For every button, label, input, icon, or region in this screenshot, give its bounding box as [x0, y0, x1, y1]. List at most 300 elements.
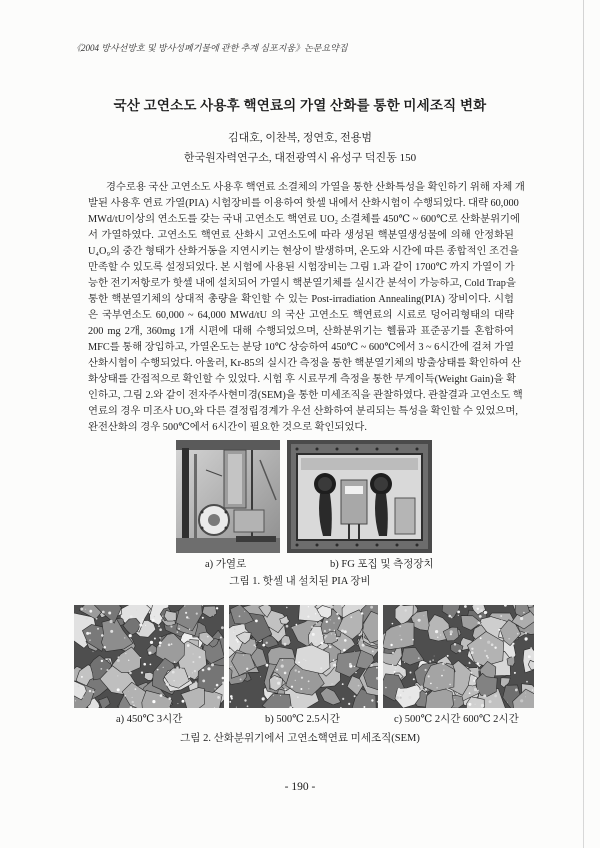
sem-speck: [143, 663, 146, 666]
sem-image-500c-2h-600c-2h: [383, 605, 534, 708]
sem-speck: [168, 697, 171, 700]
sem-speck: [425, 669, 427, 671]
sem-speck: [213, 615, 214, 616]
sem-speck: [230, 695, 233, 698]
sem-speck: [89, 690, 91, 692]
sem-speck: [184, 605, 185, 606]
sem-speck: [370, 606, 373, 609]
sem-speck: [276, 669, 278, 671]
sem-speck: [135, 688, 137, 690]
sem-speck: [394, 671, 396, 673]
sem-speck: [494, 647, 496, 649]
sem-speck: [180, 668, 181, 669]
sem-speck: [424, 615, 425, 616]
sem-speck: [477, 662, 479, 664]
sem-speck: [312, 633, 315, 636]
sem-speck: [528, 631, 529, 632]
sem-speck: [500, 615, 502, 617]
sem-speck: [298, 671, 300, 673]
sem-speck: [284, 689, 286, 691]
sem-speck: [469, 662, 470, 663]
sem-speck: [296, 624, 298, 626]
sem-speck: [413, 678, 415, 680]
sem-speck: [100, 668, 102, 670]
sem-speck: [280, 695, 281, 696]
sem-speck: [362, 640, 363, 641]
sem-speck: [139, 623, 142, 626]
sem-speck: [315, 640, 317, 642]
body-line: MFC를 통해 장입하고, 가열온도는 분당 10℃ 상승하여 450℃ ~ 600℃에서 3 ~ 6시간에 걸쳐 가열: [88, 342, 515, 353]
body-line: 산화시험이 수행되었다. 아울러, Kr-85의 실시간 측정을 통한 핵분열기체의 방출상태를 확인하여 산: [88, 358, 522, 369]
sem-speck: [366, 687, 367, 688]
sem-speck: [355, 672, 356, 673]
sem-speck: [523, 612, 525, 614]
sem-speck: [457, 693, 458, 694]
sem-speck: [334, 623, 335, 624]
sem-speck: [86, 632, 89, 635]
body-line: 은 국부연소도 60,000 ~ 64,000 MWd/tU 의 국산 고연소도 핵연료의 시료로 덩어리형태의 대략: [88, 310, 514, 321]
sem-speck: [525, 693, 526, 694]
sem-speck: [509, 638, 510, 639]
sem-speck: [159, 637, 161, 639]
sem-speck: [425, 688, 427, 690]
sem-speck: [80, 608, 83, 611]
sem-speck: [192, 661, 194, 663]
sem-speck: [430, 683, 432, 685]
sem-speck: [187, 644, 190, 647]
sem-speck: [511, 647, 512, 648]
sem-grain: [507, 657, 515, 666]
sem-speck: [408, 696, 411, 699]
sem-speck: [236, 707, 237, 708]
sem-speck: [236, 639, 238, 641]
sem-speck: [434, 656, 435, 657]
sem-speck: [89, 610, 92, 613]
sem-speck: [110, 620, 113, 623]
sem-speck: [449, 684, 451, 686]
sem-speck: [358, 685, 360, 687]
sem-speck: [517, 633, 518, 634]
sem-speck: [441, 675, 443, 677]
sem-speck: [447, 688, 448, 689]
sem-speck: [125, 653, 126, 654]
sem-speck: [417, 620, 418, 621]
sem-speck: [477, 667, 478, 668]
body-line: 능한 전기저항로가 핫셀 내에 설치되어 가열시 핵분열기체를 실시간 분석이 가능하고, Cold Trap을: [88, 278, 516, 289]
sem-speck: [177, 631, 178, 632]
sem-speck: [512, 643, 514, 645]
sem-speck: [297, 696, 299, 698]
sem-speck: [207, 636, 209, 638]
sem-speck: [342, 698, 344, 700]
sem-speck: [405, 609, 407, 611]
sem-speck: [231, 697, 233, 699]
sem-speck: [89, 632, 91, 634]
figure2-caption: 그림 2. 산화분위기에서 고연소핵연료 미세조직(SEM): [180, 733, 420, 744]
sem-speck: [447, 655, 449, 657]
paper-title: 국산 고연소도 사용후 핵연료의 가열 산화를 통한 미세조직 변화: [113, 98, 487, 113]
sem-speck: [418, 657, 420, 659]
sem-speck: [489, 700, 492, 703]
sem-speck: [450, 630, 453, 633]
sem-speck: [410, 672, 412, 674]
sem-speck: [150, 641, 153, 644]
body-line: 200 mg 2개, 360mg 1개 시편에 대해 수행되었으며, 산화분위기는 헬륨과 표준공기를 혼합하여: [88, 326, 514, 337]
sem-speck: [372, 650, 374, 652]
sem-speck: [172, 671, 175, 674]
sem-speck: [440, 634, 441, 635]
sem-speck: [520, 699, 523, 702]
sem-speck: [342, 683, 344, 685]
sem-speck: [319, 613, 320, 614]
sem-speck: [371, 699, 373, 701]
sem-speck: [132, 701, 134, 703]
sem-speck: [321, 642, 324, 645]
body-line: MWd/tU이상의 연소도를 갖는 국내 고연소도 핵연료 UO₂ 소결체를 450℃ ~ 600℃로 산화분위기에: [88, 214, 520, 225]
sem-speck: [336, 613, 338, 615]
sem-image-500c-2.5h: [229, 605, 378, 708]
sem-speck: [129, 671, 130, 672]
sem-speck: [244, 611, 245, 612]
sem-speck: [436, 687, 438, 689]
sem-speck: [331, 683, 333, 685]
sem-speck: [185, 612, 187, 614]
sem-speck: [149, 652, 152, 655]
sem-speck: [494, 694, 497, 697]
sem-speck: [428, 675, 430, 677]
sem-speck: [96, 618, 98, 620]
sem-speck: [480, 609, 483, 612]
sem-speck: [311, 626, 313, 628]
sem-speck: [392, 652, 394, 654]
sem-speck: [117, 659, 120, 662]
sem-speck: [425, 693, 427, 695]
sem-speck: [240, 678, 242, 680]
sem-speck: [354, 666, 355, 667]
sem-speck: [217, 696, 220, 699]
sem-speck: [110, 630, 113, 633]
figure1-caption: 그림 1. 핫셀 내 설치된 PIA 장비: [229, 576, 371, 587]
sem-speck: [78, 685, 80, 687]
sem-speck: [117, 675, 118, 676]
sem-speck: [262, 697, 265, 700]
sem-speck: [400, 635, 401, 636]
sem-speck: [487, 641, 490, 644]
sem-speck: [308, 606, 309, 607]
sem-speck: [454, 643, 456, 645]
sem-speck: [220, 637, 222, 639]
sem-speck: [159, 645, 161, 647]
sem-speck: [262, 644, 265, 647]
sem-speck: [244, 699, 246, 701]
figure1-panel-b-caption: b) FG 포집 및 측정장치: [330, 559, 434, 570]
sem-speck: [159, 628, 162, 631]
sem-speck: [487, 657, 489, 659]
sem-speck: [292, 627, 293, 628]
sem-speck: [404, 662, 405, 663]
sem-speck: [418, 619, 421, 622]
sem-speck: [530, 647, 532, 649]
sem-speck: [124, 695, 126, 697]
sem-speck: [101, 660, 103, 662]
sem-speck: [491, 643, 494, 646]
sem-speck: [202, 617, 204, 619]
sem-speck: [176, 666, 179, 669]
sem-speck: [520, 617, 523, 620]
running-title: 《2004 방사선방호 및 방사성폐기물에 관한 추계 심포지움》논문요약집: [72, 43, 348, 53]
sem-speck: [79, 637, 80, 638]
sem-speck: [214, 688, 215, 689]
figure2-panel-b-caption: b) 500℃ 2.5시간: [265, 714, 340, 725]
sem-speck: [295, 680, 296, 681]
sem-speck: [515, 689, 518, 692]
sem-speck: [484, 650, 486, 652]
sem-speck: [129, 672, 132, 675]
sem-speck: [498, 629, 500, 631]
sem-speck: [142, 619, 144, 621]
sem-speck: [344, 639, 347, 642]
sem-speck: [385, 687, 387, 689]
sem-speck: [470, 672, 472, 674]
sem-speck: [140, 657, 141, 658]
sem-speck: [526, 681, 528, 683]
sem-speck: [189, 629, 190, 630]
sem-speck: [154, 616, 155, 617]
sem-speck: [85, 609, 86, 610]
sem-speck: [454, 699, 455, 700]
body-line: 만족할 수 있도록 설정되었다. 본 시험에 사용된 시험장비는 그림 1.과 같이 1700℃ 까지 가열이 가: [88, 262, 515, 273]
sem-speck: [464, 605, 467, 608]
sem-speck: [470, 703, 471, 704]
sem-speck: [124, 637, 125, 638]
sem-speck: [330, 605, 333, 608]
sem-speck: [501, 620, 503, 622]
sem-speck: [395, 668, 397, 670]
sem-speck: [177, 703, 178, 704]
sem-speck: [174, 661, 176, 663]
sem-speck: [279, 633, 282, 636]
sem-speck: [255, 646, 256, 647]
sem-speck: [85, 691, 86, 692]
sem-speck: [384, 634, 385, 635]
sem-speck: [286, 607, 287, 608]
sem-speck: [129, 634, 132, 637]
sem-speck: [284, 643, 287, 646]
sem-speck: [478, 622, 481, 625]
sem-speck: [273, 695, 274, 696]
body-line: 연료의 경우 미조사 UO₂와 다른 결정립경계가 우선 산화하여 분리되는 특성을 확인할 수 있었으며,: [88, 406, 518, 417]
sem-speck: [152, 700, 155, 703]
sem-speck: [528, 655, 531, 658]
sem-speck: [207, 667, 210, 670]
sem-speck: [180, 684, 181, 685]
sem-speck: [471, 648, 473, 650]
sem-speck: [390, 644, 392, 646]
sem-speck: [457, 611, 460, 614]
sem-speck: [354, 651, 355, 652]
sem-speck: [151, 619, 154, 622]
sem-speck: [363, 706, 365, 708]
sem-speck: [392, 664, 393, 665]
sem-speck: [211, 663, 214, 666]
body-line: 발된 사용후 연료 가열(PIA) 시험장비를 이용하여 핫셀 내에서 산화시험이 수행되었다. 대략 60,000: [88, 198, 519, 209]
sem-speck: [324, 630, 326, 632]
sem-speck: [201, 639, 202, 640]
sem-speck: [102, 611, 105, 614]
sem-speck: [403, 691, 405, 693]
sem-speck: [420, 686, 423, 689]
sem-speck: [334, 630, 335, 631]
sem-speck: [442, 663, 444, 665]
sem-speck: [295, 669, 297, 671]
figure1-panel-a-caption: a) 가열로: [205, 559, 247, 570]
sem-speck: [359, 635, 360, 636]
sem-speck: [301, 677, 303, 679]
sem-speck: [245, 671, 246, 672]
sem-speck: [307, 616, 309, 618]
sem-speck: [101, 634, 104, 637]
sem-speck: [239, 643, 240, 644]
sem-speck: [525, 632, 527, 634]
sem-speck: [245, 633, 248, 636]
sem-speck: [118, 656, 120, 658]
body-line: U₄O₉의 중간 형태가 산화거동을 지연시키는 현상이 발생하며, 온도와 시간에 따른 종합적인 조건을: [88, 246, 519, 257]
sem-speck: [400, 697, 402, 699]
sem-speck: [202, 680, 205, 683]
sem-speck: [117, 688, 120, 691]
sem-speck: [216, 607, 218, 609]
sem-speck: [97, 628, 99, 630]
sem-speck: [162, 616, 163, 617]
sem-speck: [376, 667, 378, 669]
abstract-body: [88, 180, 525, 436]
sem-speck: [276, 678, 278, 680]
sem-speck: [159, 641, 162, 644]
sem-speck: [301, 618, 302, 619]
sem-speck: [399, 626, 401, 628]
sem-speck: [316, 622, 318, 624]
sem-speck: [432, 659, 433, 660]
furnace-photo: [176, 440, 280, 553]
sem-speck: [325, 634, 328, 637]
sem-speck: [329, 645, 332, 648]
sem-speck: [182, 700, 185, 703]
sem-speck: [412, 639, 414, 641]
sem-speck: [362, 644, 365, 647]
sem-speck: [75, 700, 76, 701]
sem-speck: [338, 617, 340, 619]
sem-speck: [239, 615, 241, 617]
sem-speck: [229, 701, 231, 703]
sem-speck: [435, 630, 438, 633]
scan-edge-line: [583, 0, 584, 848]
sem-speck: [443, 670, 444, 671]
sem-speck: [333, 664, 336, 667]
sem-speck: [194, 670, 196, 672]
body-line: 화상태를 간접적으로 확인할 수 있었다. 시험 후 시료무게 측정을 통한 무게이득(Weight Gain)을 확: [88, 374, 517, 385]
sem-speck: [216, 684, 219, 687]
sem-speck: [429, 661, 431, 663]
sem-speck: [361, 612, 363, 614]
sem-speck: [398, 688, 401, 691]
sem-speck: [336, 637, 338, 639]
sem-speck: [136, 610, 137, 611]
sem-image-450c-3h: [74, 605, 224, 708]
body-line: 서 가열하였다. 고연소도 핵연료 산화시 고연소도에 따라 생성된 핵분열생성물에 의해 안정화된: [88, 230, 514, 241]
sem-speck: [188, 676, 190, 678]
sem-speck: [157, 669, 159, 671]
sem-speck: [163, 667, 164, 668]
sem-speck: [196, 613, 198, 615]
body-line: 인하고, 그림 2.와 같이 전자주사현미경(SEM)을 통한 미세조직을 관찰하였다. 관찰결과 고연소도 핵: [88, 390, 523, 401]
body-line: 통한 핵분열기체의 상대적 총량을 확인할 수 있는 Post-irradiation Annealing(PIA) 장비이다. 시험: [88, 294, 514, 305]
sem-speck: [254, 644, 256, 646]
sem-speck: [103, 646, 106, 649]
sem-speck: [315, 613, 316, 614]
sem-speck: [477, 690, 479, 692]
sem-speck: [154, 638, 156, 640]
sem-speck: [106, 669, 108, 671]
sem-speck: [82, 696, 84, 698]
figure2-panel-a-caption: a) 450℃ 3시간: [116, 714, 183, 725]
sem-speck: [348, 703, 350, 705]
sem-speck: [181, 639, 182, 640]
sem-speck: [483, 694, 486, 697]
body-line: 완전산화의 경우 500℃에서 6시간이 필요한 것으로 확인되었다.: [88, 422, 367, 433]
sem-speck: [128, 660, 129, 661]
sem-speck: [291, 686, 293, 688]
sem-speck: [396, 696, 399, 699]
sem-speck: [186, 616, 188, 618]
sem-speck: [474, 688, 477, 691]
sem-speck: [195, 681, 197, 683]
sem-speck: [477, 608, 479, 610]
sem-speck: [277, 682, 280, 685]
body-line: 경수로용 국산 고연소도 사용후 핵연료 소결체의 가열을 통한 산화특성을 확인하기 위해 자체 개: [106, 182, 525, 193]
sem-speck: [255, 620, 258, 623]
sem-speck: [475, 677, 477, 679]
sem-speck: [234, 629, 235, 630]
sem-speck: [150, 664, 152, 666]
sem-speck: [514, 672, 516, 674]
sem-speck: [300, 688, 302, 690]
sem-speck: [178, 628, 180, 630]
figure2-panel-c-caption: c) 500℃ 2시간 600℃ 2시간: [394, 714, 519, 725]
sem-speck: [481, 704, 484, 707]
sem-speck: [243, 655, 244, 656]
sem-speck: [448, 615, 451, 618]
sem-speck: [130, 615, 133, 618]
sem-speck: [85, 617, 88, 620]
affiliation: 한국원자력연구소, 대전광역시 유성구 덕진동 150: [183, 152, 417, 164]
sem-speck: [525, 637, 528, 640]
sem-speck: [132, 697, 133, 698]
sem-speck: [108, 612, 111, 615]
sem-speck: [168, 644, 171, 647]
sem-speck: [458, 615, 459, 616]
sem-speck: [171, 643, 173, 645]
sem-speck: [92, 691, 94, 693]
sem-speck: [437, 637, 438, 638]
sem-speck: [158, 625, 160, 627]
sem-speck: [399, 674, 400, 675]
sem-speck: [418, 690, 420, 692]
sem-speck: [133, 705, 135, 707]
sem-speck: [247, 705, 249, 707]
sem-speck: [282, 659, 284, 661]
sem-speck: [89, 640, 90, 641]
sem-speck: [525, 697, 526, 698]
